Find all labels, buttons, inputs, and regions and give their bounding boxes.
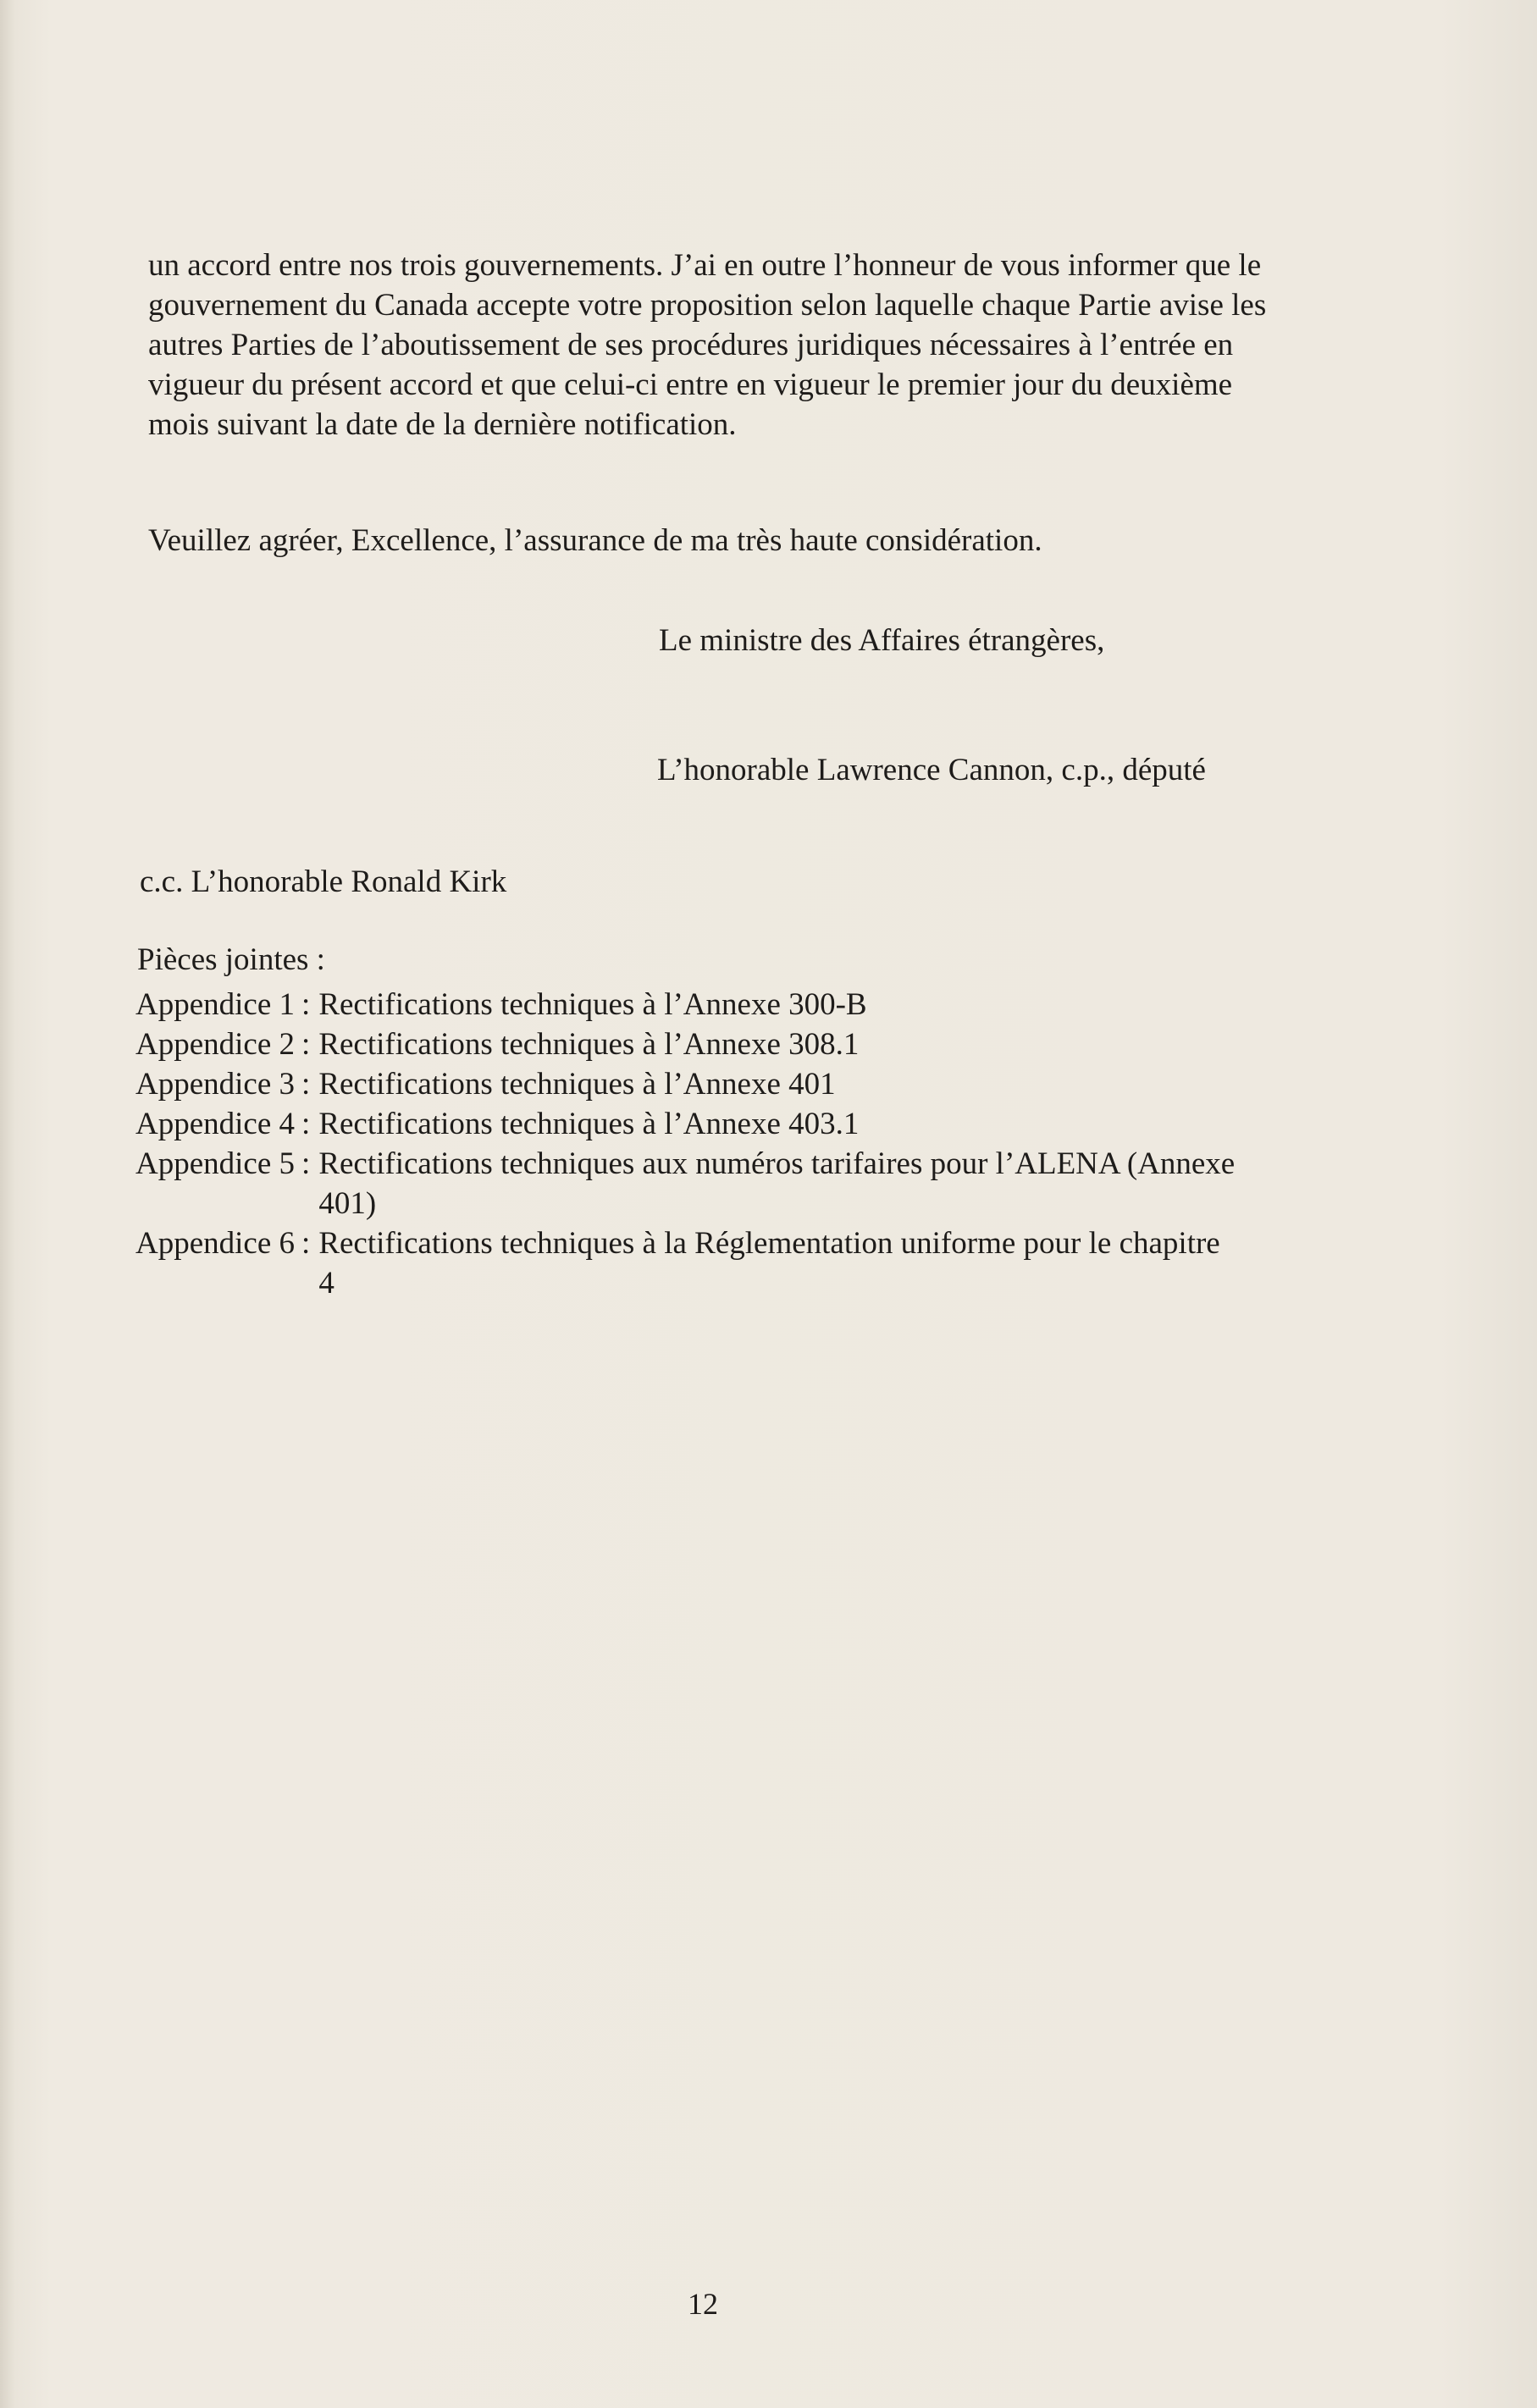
attachment-text: Rectifications techniques aux numéros tarifaires pour l’ALENA (Annexe 401) bbox=[318, 1146, 1236, 1221]
attachment-item bbox=[135, 1104, 1304, 1144]
attachment-separator: : bbox=[301, 1107, 311, 1141]
attachment-item bbox=[135, 1223, 1304, 1303]
carbon-copy-line: c.c. L’honorable Ronald Kirk bbox=[140, 864, 507, 899]
page-number: 12 bbox=[688, 2287, 718, 2321]
attachment-separator: : bbox=[301, 1027, 311, 1062]
attachment-label: Appendice 6 bbox=[135, 1226, 296, 1261]
attachment-label: Appendice 3 bbox=[135, 1067, 296, 1102]
attachment-item bbox=[135, 1025, 1304, 1064]
attachments-list bbox=[135, 985, 1304, 1303]
attachment-text: Rectifications techniques à la Réglementation uniforme pour le chapitre 4 bbox=[318, 1226, 1220, 1301]
attachment-separator: : bbox=[301, 1226, 311, 1261]
signatory-title: Le ministre des Affaires étrangères, bbox=[659, 623, 1105, 658]
attachment-text: Rectifications techniques à l’Annexe 401 bbox=[318, 1067, 836, 1102]
attachment-item bbox=[135, 1144, 1304, 1223]
attachment-label: Appendice 4 bbox=[135, 1107, 296, 1141]
attachment-separator: : bbox=[301, 1067, 311, 1102]
attachment-separator: : bbox=[301, 987, 311, 1022]
attachment-label: Appendice 2 bbox=[135, 1027, 296, 1062]
attachment-item bbox=[135, 985, 1304, 1025]
attachment-label: Appendice 1 bbox=[135, 987, 296, 1022]
body-paragraph: un accord entre nos trois gouvernements. J’ai en outre l’honneur de vous informer que le gouvernement du Canada accepte votre proposition selon laquelle chaque Partie avise les autres Parties de l’aboutissement de ses procédures juridiques nécessaires à l’entrée en vigueur du présent accord et que celui-ci entre en vigueur le premier jour du deuxième mois suivant la date de la dernière notification. bbox=[148, 248, 1267, 442]
attachment-item bbox=[135, 1064, 1304, 1104]
attachment-text: Rectifications techniques à l’Annexe 308.1 bbox=[318, 1027, 860, 1062]
attachments-heading: Pièces jointes : bbox=[137, 942, 325, 977]
signatory-name: L’honorable Lawrence Cannon, c.p., député bbox=[657, 753, 1206, 787]
attachment-separator: : bbox=[301, 1146, 311, 1181]
attachment-label: Appendice 5 bbox=[135, 1146, 296, 1181]
attachment-text: Rectifications techniques à l’Annexe 300-B bbox=[318, 987, 867, 1022]
attachment-text: Rectifications techniques à l’Annexe 403.1 bbox=[318, 1107, 860, 1141]
closing-formula: Veuillez agréer, Excellence, l’assurance de ma très haute considération. bbox=[148, 523, 1042, 558]
